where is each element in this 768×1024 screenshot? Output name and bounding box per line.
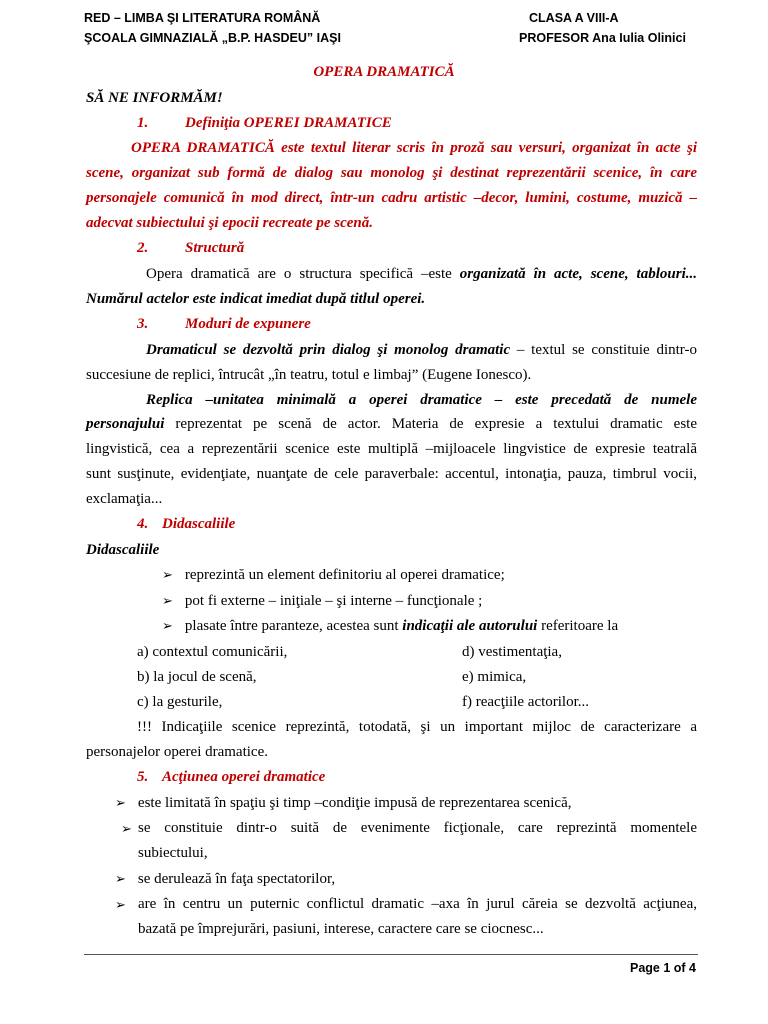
arrow-bullet-icon: ➢	[115, 871, 126, 886]
section4-list-c: c) la gesturile,	[137, 694, 223, 710]
section5-bullet-3-text: se derulează în faţa spectatorilor,	[137, 871, 336, 887]
section2-line-1	[146, 266, 697, 283]
section2-number: 2.	[137, 240, 149, 256]
section4-note-line-2: personajelor operei dramatice.	[86, 744, 268, 760]
section4-bullet-1-text: reprezintă un element definitoriu al operei dramatice;	[184, 567, 505, 583]
section5-bullet-4-line-1: are în centru un puternic conflictul dramatic –axa în jurul căreia se dezvoltă acţiunea,	[138, 896, 697, 912]
section1-number: 1.	[137, 115, 149, 131]
section2-emphasis: organizată în acte, scene, tablouri...	[459, 266, 697, 282]
section4-bullet-2	[162, 593, 482, 610]
section5-bullet-1	[115, 795, 572, 812]
page-number: Page 1 of 4	[630, 961, 696, 975]
page-title: OPERA DRAMATICĂ	[313, 64, 455, 80]
section4-list-a: a) contextul comunicării,	[137, 644, 288, 660]
section4-bullet-3	[162, 618, 618, 635]
arrow-bullet-icon: ➢	[162, 567, 173, 582]
section2-text: Opera dramatică are o structura specifică –este	[146, 266, 460, 282]
section4-bullet-3-tail: referitoare la	[537, 618, 619, 634]
section5-bullet-4-line-2: bazată pe împrejurări, pasiuni, interese, caractere care se ciocnesc...	[138, 921, 544, 937]
section5-number: 5.	[137, 769, 149, 785]
section4-bullet-3-emphasis: indicaţii ale autorului	[402, 618, 538, 634]
footer-divider	[84, 954, 698, 955]
section1-line-4: adecvat subiectului şi epocii recreate pe scenă.	[86, 215, 374, 231]
section3-heading: Moduri de expunere	[185, 316, 311, 332]
section5-bullet-1-text: este limitată în spaţiu şi timp –condiţie impusă de reprezentarea scenică,	[137, 795, 572, 811]
section4-label: Didascaliile	[86, 542, 160, 558]
section5-bullet-2-line-1: se constituie dintr-o suită de evenimente ficţionale, care reprezintă momentele	[138, 820, 697, 836]
section3-p2-line-2	[86, 416, 697, 433]
section4-bullet-3-text: plasate între paranteze, acestea sunt	[184, 618, 403, 634]
section1-heading: Definiţia OPEREI DRAMATICE	[185, 115, 392, 131]
section3-number: 3.	[137, 316, 149, 332]
section3-p2-line-3: lingvistică, cea a reprezentării scenice este multiplă –mijloacele lingvistice de expresie teatrală	[86, 441, 697, 457]
section1-line-2: scene, organizat sub formă de dialog sau monolog şi destinat reprezentării scenice, în care	[86, 165, 697, 181]
section3-p2-line-1: Replica –unitatea minimală a operei dramatice – este precedată de numele	[146, 392, 697, 408]
header-teacher: PROFESOR Ana Iulia Olinici	[519, 31, 686, 45]
section2-heading: Structură	[185, 240, 245, 256]
section4-list-b: b) la jocul de scenă,	[137, 669, 257, 685]
section3-p1-text: – textul se constituie dintr-o	[510, 342, 697, 358]
header-school-subject: RED – LIMBA ŞI LITERATURA ROMÂNĂ	[84, 11, 321, 25]
page-subtitle: SĂ NE INFORMĂM!	[86, 90, 223, 106]
section3-p1-line-1	[146, 342, 697, 359]
section4-list-d: d) vestimentaţia,	[462, 644, 562, 660]
arrow-bullet-icon: ➢	[162, 593, 173, 608]
section3-p2-text: reprezentat pe scenă de actor. Materia de expresie a textului dramatic este	[164, 416, 697, 432]
section1-line-1: OPERA DRAMATICĂ este textul literar scris în proză sau versuri, organizat în acte şi	[131, 140, 697, 156]
section1-line-3: personajele comunică în mod direct, într-un cadru artistic –decor, lumini, costume, muzică –	[86, 190, 697, 206]
arrow-bullet-icon: ➢	[162, 618, 173, 633]
section4-list-e: e) mimica,	[462, 669, 527, 685]
section5-bullet-3	[115, 871, 335, 888]
section3-p2-line-5: exclamaţia...	[86, 491, 163, 507]
section3-p2-line-4: sunt susţinute, evidenţiate, nuanţate de cele paraverbale: accentul, intonaţia, pauza, timbrul vocii,	[86, 466, 697, 482]
header-class: CLASA A VIII-A	[529, 11, 619, 25]
section5-heading: Acţiunea operei dramatice	[162, 769, 326, 785]
section3-p1-emphasis: Dramaticul se dezvoltă prin dialog şi monolog dramatic	[146, 342, 511, 358]
section2-line-2: Numărul actelor este indicat imediat după titlul operei.	[86, 291, 426, 307]
section4-note-line-1: !!! Indicaţiile scenice reprezintă, totodată, şi un important mijloc de caracterizare a	[137, 719, 697, 735]
section4-bullet-2-text: pot fi externe – iniţiale – şi interne – funcţionale ;	[184, 593, 483, 609]
arrow-bullet-icon: ➢	[115, 897, 126, 912]
header-school-name: ŞCOALA GIMNAZIALĂ „B.P. HASDEU” IAŞI	[84, 31, 341, 45]
arrow-bullet-icon: ➢	[121, 821, 132, 836]
section4-list-f: f) reacţiile actorilor...	[462, 694, 590, 710]
section4-heading: Didascaliile	[162, 516, 236, 532]
section3-p1-line-2: succesiune de replici, întrucât „în teatru, totul e limbaj” (Eugene Ionesco).	[86, 367, 532, 383]
arrow-bullet-icon: ➢	[115, 795, 126, 810]
section3-p2-emphasis: personajului	[86, 416, 165, 432]
section5-bullet-2-line-2: subiectului,	[138, 845, 208, 861]
section4-number: 4.	[137, 516, 149, 532]
section4-bullet-1	[162, 567, 505, 584]
